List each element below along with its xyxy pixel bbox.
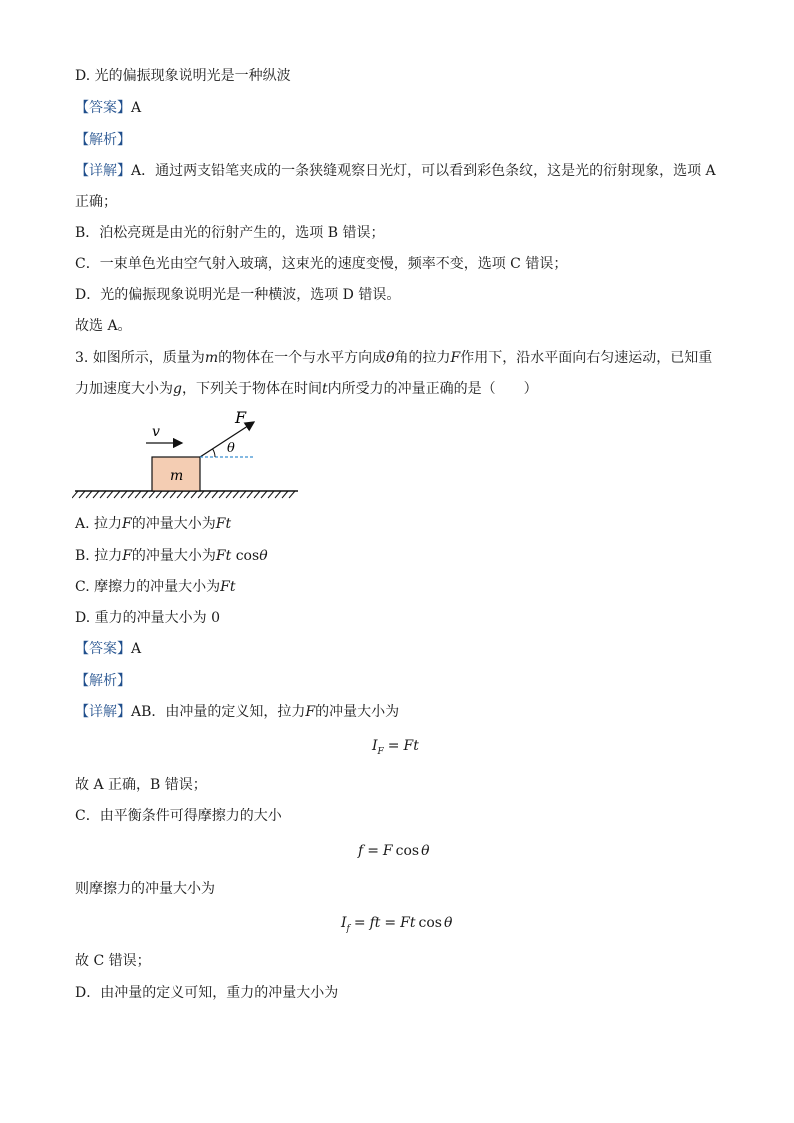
analysis-line-2 <box>75 672 131 690</box>
cos-text: cos <box>235 548 260 564</box>
hatch-mark <box>72 491 78 498</box>
answer-line-1 <box>75 99 141 117</box>
var-I: I <box>372 738 378 754</box>
option-a-value: Ft <box>215 516 232 532</box>
option-c-value: Ft <box>220 579 236 595</box>
answer-label: 【答案】 <box>75 100 131 116</box>
hatch-mark <box>79 491 85 498</box>
solution-line-2 <box>75 776 207 794</box>
q-text: 作用下，沿水平面向右匀速运动，已知重 <box>460 350 713 366</box>
solution-text: 的冲量大小为 <box>315 704 400 720</box>
eq-Ft: Ft <box>400 915 416 931</box>
hatch-mark <box>177 491 183 498</box>
option-a <box>75 515 231 533</box>
var-F: F <box>382 843 393 859</box>
equals-sign: = <box>387 738 400 754</box>
q-text: 角的拉力 <box>394 350 451 366</box>
option-c-prefix: C. 摩擦力的冲量大小为 <box>75 579 221 595</box>
answer-line-2 <box>75 640 141 658</box>
solution-text: 故 C 错误； <box>75 953 151 969</box>
hatch-mark <box>128 491 134 498</box>
var-I: I <box>341 915 347 931</box>
hatch-mark <box>226 491 232 498</box>
hatch-mark <box>149 491 155 498</box>
equation-impulse-f <box>341 914 452 938</box>
hatch-mark <box>135 491 141 498</box>
hatch-mark <box>254 491 260 498</box>
hatch-mark <box>233 491 239 498</box>
var-theta: θ <box>386 350 395 366</box>
option-d-text: D. 光的偏振现象说明光是一种纵波 <box>75 68 291 84</box>
hatch-mark <box>205 491 211 498</box>
equation-friction <box>358 842 430 860</box>
hatch-mark <box>289 491 295 498</box>
hatch-mark <box>191 491 197 498</box>
detail-line-2 <box>75 193 117 211</box>
hatch-mark <box>121 491 127 498</box>
detail-text-d: D．光的偏振现象说明光是一种横波，选项 D 错误。 <box>75 287 401 303</box>
hatch-mark <box>261 491 267 498</box>
option-b-mid: 的冲量大小为 <box>131 548 216 564</box>
solution-text: 故 A 正确，B 错误； <box>75 777 207 793</box>
answer-value: A <box>131 641 142 657</box>
q-text: ，下列关于物体在时间 <box>181 381 322 397</box>
hatch-mark <box>163 491 169 498</box>
physics-figure <box>72 405 302 505</box>
eq-ft: ft <box>369 915 381 931</box>
solution-line-3 <box>75 807 282 825</box>
hatch-mark <box>86 491 92 498</box>
var-F: F <box>305 704 316 720</box>
option-b-value: Ft <box>215 548 232 564</box>
question-3-line-2 <box>75 380 538 398</box>
var-theta: θ <box>421 843 430 859</box>
option-c <box>75 578 235 596</box>
ground-hatching <box>72 491 295 498</box>
detail-line-4 <box>75 255 567 273</box>
q-text: 3. 如图所示，质量为 <box>75 350 205 366</box>
conclusion-line <box>75 317 132 335</box>
hatch-mark <box>93 491 99 498</box>
hatch-mark <box>219 491 225 498</box>
var-theta: θ <box>443 915 453 931</box>
solution-line-5 <box>75 952 151 970</box>
subscript-f: f <box>346 924 350 934</box>
detail-text-c: C．一束单色光由空气射入玻璃，这束光的速度变慢，频率不变，选项 C 错误； <box>75 256 568 272</box>
hatch-mark <box>268 491 274 498</box>
solution-text: C．由平衡条件可得摩擦力的大小 <box>75 808 282 824</box>
var-g: g <box>173 381 182 397</box>
cos-text: cos <box>395 843 420 859</box>
theta-label: θ <box>227 441 235 456</box>
hatch-mark <box>170 491 176 498</box>
solution-line-6 <box>75 984 338 1002</box>
detail-label: 【详解】 <box>75 704 131 720</box>
equals-sign: = <box>384 915 397 931</box>
detail-line-3 <box>75 224 384 242</box>
option-b-prefix: B. 拉力 <box>75 548 123 564</box>
q-text: 的物体在一个与水平方向成 <box>218 350 387 366</box>
hatch-mark <box>142 491 148 498</box>
q-text: 力加速度大小为 <box>75 381 173 397</box>
solution-line-4 <box>75 880 215 898</box>
hatch-mark <box>198 491 204 498</box>
hatch-mark <box>275 491 281 498</box>
hatch-mark <box>184 491 190 498</box>
force-label: F <box>235 408 247 427</box>
analysis-label: 【解析】 <box>75 673 131 689</box>
hatch-mark <box>100 491 106 498</box>
detail-line-5 <box>75 286 400 304</box>
angle-arc <box>213 449 216 457</box>
eq-rhs: Ft <box>403 738 419 754</box>
var-F: F <box>122 516 132 532</box>
equation-impulse-F <box>372 737 419 761</box>
answer-label: 【答案】 <box>75 641 131 657</box>
detail-label: 【详解】 <box>75 163 131 179</box>
hatch-mark <box>282 491 288 498</box>
equals-sign: = <box>367 843 379 859</box>
cos-text: cos <box>418 915 442 931</box>
detail-text-b: B．泊松亮斑是由光的衍射产生的，选项 B 错误； <box>75 225 385 241</box>
hatch-mark <box>247 491 253 498</box>
solution-line-1 <box>75 703 399 721</box>
detail-line-1 <box>75 162 716 180</box>
var-theta: θ <box>259 548 268 564</box>
detail-text-a: A．通过两支铅笔夹成的一条狭缝观察日光灯，可以看到彩色条纹，这是光的衍射现象，选项 A <box>131 163 716 179</box>
equals-sign: = <box>353 915 366 931</box>
hatch-mark <box>212 491 218 498</box>
option-d-text: D. 重力的冲量大小为 0 <box>75 610 220 626</box>
solution-text: 则摩擦力的冲量大小为 <box>75 881 215 897</box>
hatch-mark <box>240 491 246 498</box>
question-3-line-1 <box>75 349 712 367</box>
option-a-mid: 的冲量大小为 <box>131 516 216 532</box>
hatch-mark <box>114 491 120 498</box>
analysis-label: 【解析】 <box>75 132 131 148</box>
velocity-label: v <box>152 424 160 440</box>
q-text: 内所受力的冲量正确的是（ ） <box>327 381 538 397</box>
option-a-prefix: A. 拉力 <box>75 516 123 532</box>
var-t: t <box>321 381 328 397</box>
conclusion-text: 故选 A。 <box>75 318 132 334</box>
var-F: F <box>450 350 461 366</box>
mass-label: m <box>170 468 184 484</box>
solution-text: AB．由冲量的定义知，拉力 <box>131 704 306 720</box>
option-d-previous <box>75 67 291 85</box>
var-f: f <box>358 843 364 859</box>
var-F: F <box>122 548 132 564</box>
var-m: m <box>204 350 219 366</box>
option-b <box>75 547 268 565</box>
analysis-line-1 <box>75 131 131 149</box>
hatch-mark <box>156 491 162 498</box>
hatch-mark <box>107 491 113 498</box>
solution-text: D．由冲量的定义可知，重力的冲量大小为 <box>75 985 339 1001</box>
option-d <box>75 609 220 627</box>
detail-text-a-cont: 正确； <box>75 194 117 210</box>
answer-value: A <box>131 100 142 116</box>
subscript-F: F <box>377 747 384 757</box>
